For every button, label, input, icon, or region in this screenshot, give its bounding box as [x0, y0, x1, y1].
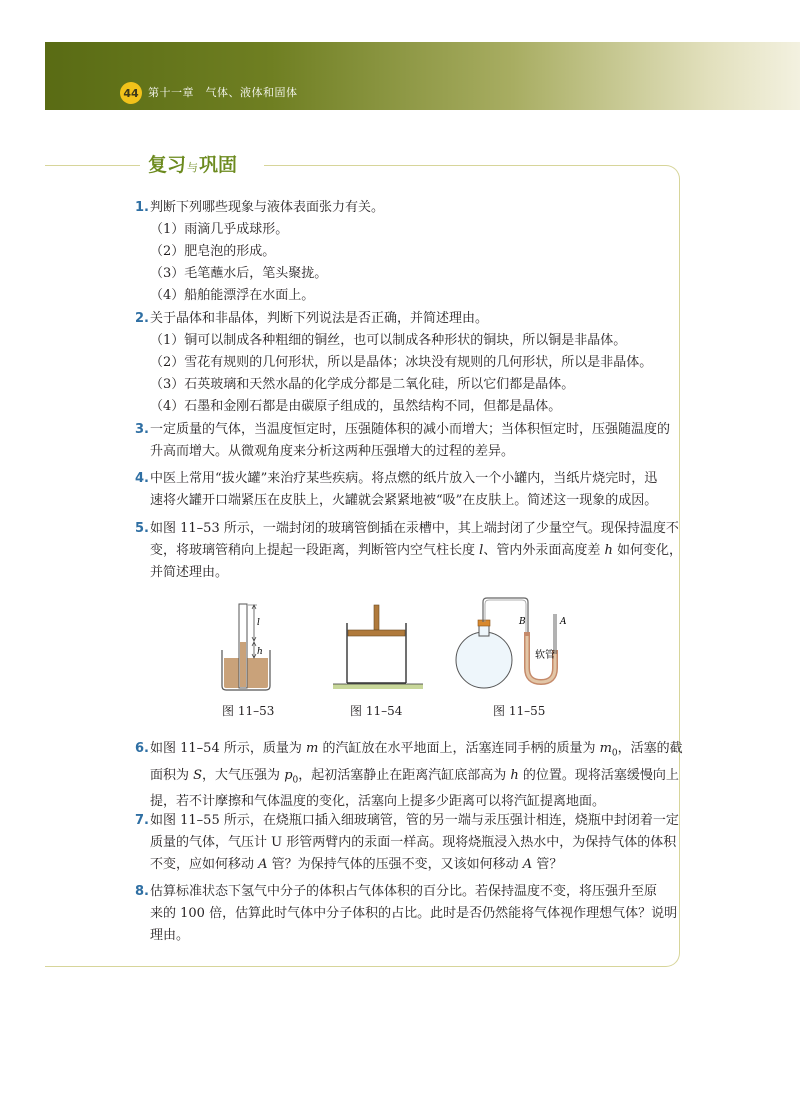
ground — [333, 684, 423, 689]
label-l: l — [257, 618, 260, 628]
option: （4）石墨和金刚石都是由碳原子组成的，虽然结构不同，但都是晶体。 — [150, 399, 562, 414]
mercury-column — [240, 642, 246, 687]
label-h: h — [257, 647, 263, 657]
option: （2）雪花有规则的几何形状，所以是晶体；冰块没有规则的几何形状，所以是非晶体。 — [150, 355, 653, 370]
question-5: 5.如图 11–53 所示，一端封闭的玻璃管倒插在汞槽中，其上端封闭了少量空气。现保持温度不 变，将玻璃管稍向上提起一段距离，判断管内空气柱长度 l、管内外汞面高度差 h 如何变化， 并简述理由。 — [135, 521, 682, 580]
option: （1）铜可以制成各种粗细的铜丝，也可以制成各种形状的铜块，所以铜是非晶体。 — [150, 333, 627, 348]
question-1: 1.判断下列哪些现象与液体表面张力有关。 （1）雨滴几乎成球形。 （2）肥皂泡的形成。 （3）毛笔蘸水后，笔头聚拢。 （4）船舶能漂浮在水面上。 — [135, 197, 665, 307]
question-8: 8.估算标准状态下氢气中分子的体积占气体体积的百分比。若保持温度不变，将压强升至原 来的 100 倍，估算此时气体中分子体积的占比。此时是否仍然能将气体视作理想气体？说明 理由。 — [135, 884, 678, 943]
option: （1）雨滴几乎成球形。 — [150, 222, 289, 237]
section-title: 复习与巩固 — [148, 154, 238, 176]
figure-11-55 — [452, 594, 592, 694]
question-3: 3.一定质量的气体，当温度恒定时，压强随体积的减小而增大；当体积恒定时，压强随温度的 升高而增大。从微观角度来分析这两种压强增大的过程的差异。 — [135, 422, 671, 459]
stopper — [478, 620, 490, 626]
page-number-badge: 44 — [120, 82, 142, 104]
figure-11-54 — [328, 603, 428, 693]
flask — [456, 632, 512, 688]
piston-handle — [374, 605, 379, 630]
option: （3）石英玻璃和天然水晶的化学成分都是二氧化硅，所以它们都是晶体。 — [150, 377, 575, 392]
caption-11-53: 图 11–53 — [222, 704, 275, 718]
figure-11-53 — [212, 598, 282, 694]
option: （3）毛笔蘸水后，笔头聚拢。 — [150, 266, 328, 281]
label-hose: 软管 — [535, 650, 555, 661]
caption-11-55: 图 11–55 — [493, 704, 546, 718]
label-A: A — [560, 617, 567, 627]
label-B: B — [519, 617, 526, 627]
question-4: 4.中医上常用“拔火罐”来治疗某些疾病。将点燃的纸片放入一个小罐内，当纸片烧完时，迅 速将火罐开口端紧压在皮肤上，火罐就会紧紧地被“吸”在皮肤上。简述这一现象的成因。 — [135, 471, 658, 508]
option: （2）肥皂泡的形成。 — [150, 244, 276, 259]
chapter-title: 第十一章 气体、液体和固体 — [148, 86, 298, 99]
question-2: 2.关于晶体和非晶体，判断下列说法是否正确，并简述理由。 （1）铜可以制成各种粗细的铜丝，也可以制成各种形状的铜块，所以铜是非晶体。 （2）雪花有规则的几何形状，所以是晶体；冰块没有规则的几何形状，所以是非晶体。 （3）石英玻璃和天然水晶的化学成分都是二氧化硅，所以它们都是晶体。 （4）石墨和金刚石都是由碳原子组成的，虽然结构不同，但都是晶体。 — [135, 308, 665, 418]
heading-rule — [45, 165, 140, 166]
question-6: 6.如图 11–54 所示，质量为 m 的汽缸放在水平地面上，活塞连同手柄的质量为 $m_0$，活塞的截 面积为 S，大气压强为 $p_0$，起初活塞静止在距离汽缸底部高为 h 的位置。现将活塞缓慢向上 提，若不计摩擦和气体温度的变化，活塞向上提多少距离可以将汽缸提离地面。 — [135, 741, 683, 810]
question-7: 7.如图 11–55 所示，在烧瓶口插入细玻璃管，管的另一端与汞压强计相连，烧瓶中封闭着一定 质量的气体，气压计 U 形管两臂内的汞面一样高。现将烧瓶浸入热水中，为保持气体的体积 不变，应如何移动 A 管？为保持气体的压强不变，又该如何移动 A 管？ — [135, 813, 679, 872]
caption-11-54: 图 11–54 — [350, 704, 403, 718]
option: （4）船舶能漂浮在水面上。 — [150, 288, 315, 303]
piston — [348, 630, 405, 636]
